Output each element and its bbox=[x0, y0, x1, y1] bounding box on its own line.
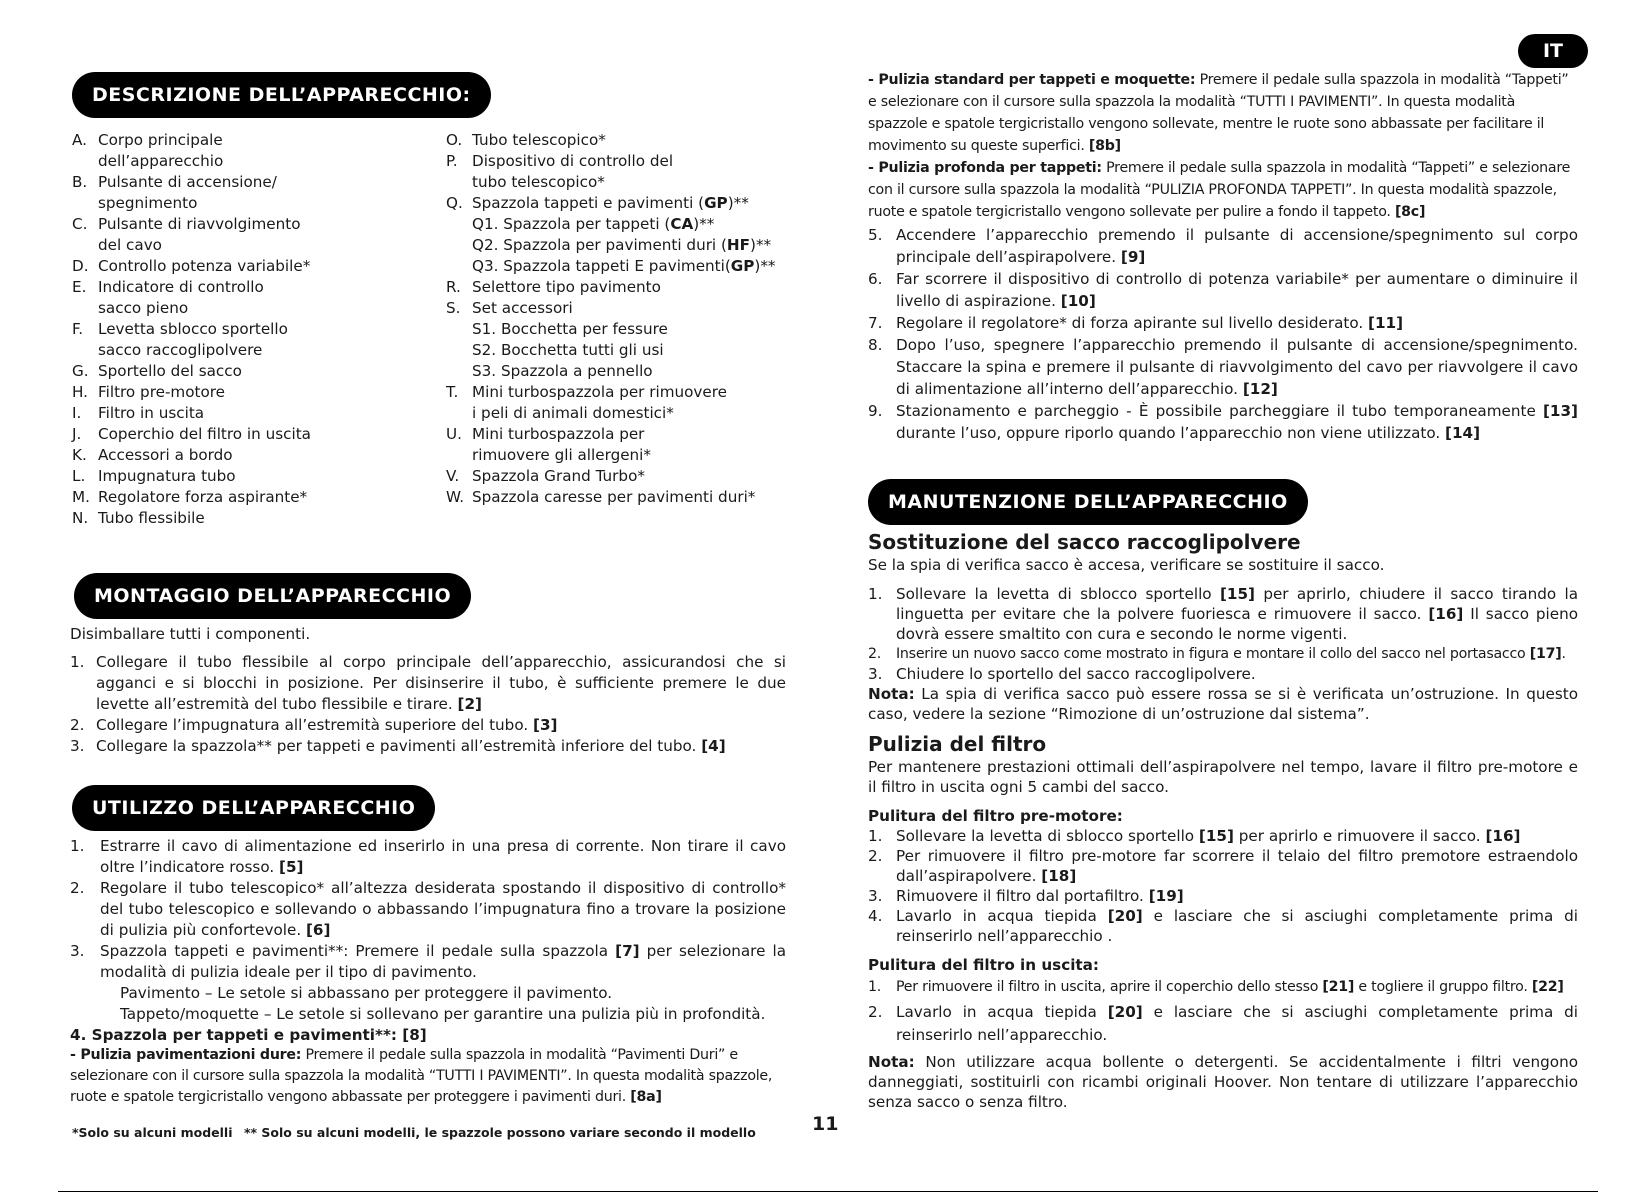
section-header-description: DESCRIZIONE DELL’APPARECCHIO: bbox=[72, 72, 491, 118]
assembly-list bbox=[70, 652, 786, 757]
item-key: O. bbox=[446, 131, 463, 149]
description-item bbox=[72, 445, 432, 466]
item-text bbox=[472, 340, 806, 361]
description-item bbox=[446, 382, 806, 403]
item-label: rimuovere gli allergeni* bbox=[472, 446, 651, 464]
step-text bbox=[96, 736, 786, 757]
step-body: Accendere l’apparecchio premendo il pulsante di accensione/spegnimento sul corpo principale dell’aspirapolvere. bbox=[896, 226, 1578, 266]
filter-cleaning-heading: Pulizia del filtro bbox=[868, 732, 1047, 756]
figure-ref: [10] bbox=[1060, 292, 1096, 310]
item-text bbox=[472, 319, 806, 340]
premotor-step bbox=[868, 846, 1578, 886]
figure-ref: [18] bbox=[1041, 867, 1077, 885]
item-label: Coperchio del filtro in uscita bbox=[98, 425, 311, 443]
usage-step-3: 3. Spazzola tappeti e pavimenti**: Premere il pedale sulla spazzola [7] per selezionare la modalità di pulizia ideale per il tipo di pavimento. bbox=[70, 942, 787, 981]
step-body: Per rimuovere il filtro pre-motore far scorrere il telaio del filtro premotore estraendolo dall’aspirapolvere. bbox=[896, 847, 1578, 885]
usage-hard-floor: - Pulizia pavimentazioni dure: Premere il pedale sulla spazzola in modalità “Pavimenti Duri” e selezionare con il cursore sulla spazzola la modalità “TUTTI I PAVIMENTI”. In questa modalità spazzole, ruote e spatole tergicristallo vengono abbassate per proteggere i pavimenti duri. [8a] bbox=[70, 1047, 773, 1105]
deep-carpet-cleaning: - Pulizia profonda per tappeti: Premere il pedale sulla spazzola in modalità “Tappeti” e selezionare con il cursore sulla spazzola la modalità “PULIZIA PROFONDA TAPPETI”. In questa modalità spazzole, ruote e spatole tergicristallo vengono sollevate per pulire a fondo il tappeto. [8c] bbox=[868, 160, 1571, 220]
item-label: Filtro pre-motore bbox=[98, 383, 226, 401]
item-text bbox=[472, 193, 806, 214]
step-body: Dopo l’uso, spegnere l’apparecchio premendo il pulsante di accensione/spegnimento. Staccare la spina e premere il pulsante di riavvolgimento del cavo per riavvolgere il cavo di alimentazione all’interno dell’apparecchio. bbox=[896, 336, 1578, 398]
description-item bbox=[446, 340, 806, 361]
description-item bbox=[446, 256, 806, 277]
item-label: Dispositivo di controllo del bbox=[472, 152, 674, 170]
step-number: 8. bbox=[868, 336, 883, 354]
step-text bbox=[896, 312, 1578, 334]
description-item bbox=[446, 424, 806, 445]
description-item bbox=[72, 340, 432, 361]
figure-ref: [2] bbox=[457, 695, 482, 713]
section-header-assembly: MONTAGGIO DELL’APPARECCHIO bbox=[74, 573, 471, 619]
premotor-filter-heading: Pulitura del filtro pre-motore: bbox=[868, 807, 1123, 825]
assembly-step bbox=[70, 715, 786, 736]
description-item bbox=[72, 235, 432, 256]
item-label: Corpo principale bbox=[98, 131, 223, 149]
premotor-step bbox=[868, 886, 1578, 906]
step-body: Sollevare la levetta di sblocco sportello bbox=[896, 827, 1195, 845]
usage-section bbox=[70, 836, 786, 1108]
step-number: 1. bbox=[70, 653, 85, 671]
item-key: T. bbox=[446, 383, 459, 401]
item-text bbox=[98, 340, 432, 361]
item-text bbox=[472, 361, 806, 382]
step-text bbox=[896, 826, 1578, 846]
step-text bbox=[96, 715, 786, 736]
step-number: 6. bbox=[868, 270, 883, 288]
item-text bbox=[472, 445, 806, 466]
description-item bbox=[72, 403, 432, 424]
step-number: 2. bbox=[868, 847, 883, 865]
description-list-col2 bbox=[446, 130, 806, 508]
assembly-step bbox=[70, 736, 786, 757]
item-text bbox=[98, 319, 432, 340]
item-label: tubo telescopico* bbox=[472, 173, 605, 191]
item-text bbox=[98, 424, 432, 445]
carpet-cleaning-section bbox=[868, 69, 1578, 223]
description-item bbox=[72, 130, 432, 151]
item-label: Tubo telescopico* bbox=[472, 131, 606, 149]
item-text bbox=[472, 172, 806, 193]
item-text bbox=[98, 193, 432, 214]
item-key: H. bbox=[72, 383, 88, 401]
item-label: Q3. Spazzola tappeti E pavimenti( bbox=[472, 257, 731, 275]
usage-step-9: 9. Stazionamento e parcheggio - È possibile parcheggiare il tubo temporaneamente [13] durante l’uso, oppure riporlo quando l’apparecchio non viene utilizzato. [14] bbox=[868, 402, 1579, 442]
item-text bbox=[98, 403, 432, 424]
usage-carpet-mode: Tappeto/moquette – Le setole si sollevano per garantire una pulizia più in profondità. bbox=[120, 1005, 766, 1023]
step-number: 7. bbox=[868, 314, 883, 332]
item-label: Spazzola caresse per pavimenti duri* bbox=[472, 488, 756, 506]
step-text bbox=[896, 846, 1578, 886]
item-text bbox=[472, 424, 806, 445]
item-text bbox=[472, 466, 806, 487]
description-item bbox=[72, 193, 432, 214]
item-label: Q2. Spazzola per pavimenti duri ( bbox=[472, 236, 727, 254]
figure-ref: [11] bbox=[1368, 314, 1404, 332]
item-key bbox=[72, 298, 98, 319]
item-text bbox=[98, 487, 432, 508]
item-key bbox=[446, 361, 472, 382]
item-suffix: )** bbox=[750, 236, 772, 254]
item-text bbox=[472, 151, 806, 172]
item-text bbox=[98, 235, 432, 256]
item-label: Pulsante di accensione/ bbox=[98, 173, 277, 191]
description-item bbox=[72, 424, 432, 445]
item-key: N. bbox=[72, 509, 89, 527]
item-label: S1. Bocchetta per fessure bbox=[472, 320, 668, 338]
item-key bbox=[446, 403, 472, 424]
bag-step-2: 2. Inserire un nuovo sacco come mostrato in figura e montare il collo del sacco nel portasacco [17]. bbox=[868, 646, 1566, 662]
step-body: Collegare la spazzola** per tappeti e pavimenti all’estremità inferiore del tubo. bbox=[96, 737, 697, 755]
item-label: Pulsante di riavvolgimento bbox=[98, 215, 301, 233]
item-text bbox=[98, 256, 432, 277]
final-note: Nota: Non utilizzare acqua bollente o detergenti. Se accidentalmente i filtri vengono danneggiati, sostituirli con ricambi originali Hoover. Non tentare di utilizzare l’apparecchio senza sacco o senza filtro. bbox=[868, 1053, 1579, 1111]
step-body-cont: per aprirlo e rimuovere il sacco. bbox=[1238, 827, 1481, 845]
description-item bbox=[72, 508, 432, 529]
item-text bbox=[98, 298, 432, 319]
item-text bbox=[472, 382, 806, 403]
exhaust-step-1: 1. Per rimuovere il filtro in uscita, aprire il coperchio dello stesso [21] e togliere il gruppo filtro. [22] bbox=[868, 979, 1564, 995]
item-text bbox=[472, 298, 806, 319]
item-key bbox=[446, 256, 472, 277]
exhaust-step-2: 2. Lavarlo in acqua tiepida [20] e lasciare che si asciughi completamente prima di reinserirlo nell’apparecchio. bbox=[868, 1003, 1579, 1044]
item-key bbox=[72, 193, 98, 214]
item-label: Q1. Spazzola per tappeti ( bbox=[472, 215, 671, 233]
item-key: G. bbox=[72, 362, 89, 380]
step-text bbox=[96, 652, 786, 715]
item-label: spegnimento bbox=[98, 194, 198, 212]
item-key bbox=[446, 235, 472, 256]
description-item bbox=[446, 151, 806, 172]
description-list-col1 bbox=[72, 130, 432, 529]
description-item bbox=[72, 466, 432, 487]
description-item bbox=[72, 172, 432, 193]
page-number: 11 bbox=[812, 1113, 839, 1135]
description-item bbox=[446, 130, 806, 151]
description-item bbox=[446, 487, 806, 508]
item-key: M. bbox=[72, 488, 90, 506]
item-key: D. bbox=[72, 257, 89, 275]
item-label: Spazzola tappeti e pavimenti ( bbox=[472, 194, 705, 212]
item-label: Indicatore di controllo bbox=[98, 278, 264, 296]
item-label: i peli di animali domestici* bbox=[472, 404, 674, 422]
item-label: S3. Spazzola a pennello bbox=[472, 362, 653, 380]
description-item bbox=[72, 151, 432, 172]
item-label: S2. Bocchetta tutti gli usi bbox=[472, 341, 664, 359]
step-body: Collegare l’impugnatura all’estremità superiore del tubo. bbox=[96, 716, 529, 734]
description-item bbox=[446, 319, 806, 340]
filter-cleaning-intro: Per mantenere prestazioni ottimali dell’aspirapolvere nel tempo, lavare il filtro pre-motore e il filtro in uscita ogni 5 cambi del sacco. bbox=[868, 758, 1578, 796]
description-item bbox=[72, 361, 432, 382]
item-text bbox=[98, 277, 432, 298]
step-number: 3. bbox=[70, 737, 85, 755]
section-header-maintenance: MANUTENZIONE DELL’APPARECCHIO bbox=[868, 479, 1308, 525]
item-key: V. bbox=[446, 467, 460, 485]
description-item bbox=[446, 361, 806, 382]
item-key bbox=[446, 340, 472, 361]
step-body: Collegare il tubo flessibile al corpo principale dell’apparecchio, assicurandosi che si agganci e si blocchi in posizione. Per disinserire il tubo, è sufficiente premere le due levette all’estremità del tubo flessibile e tirare. bbox=[96, 653, 786, 713]
figure-ref: [19] bbox=[1148, 887, 1184, 905]
usage-step bbox=[868, 312, 1578, 334]
item-label: Impugnatura tubo bbox=[98, 467, 236, 485]
bag-step-3: 3. Chiudere lo sportello del sacco raccoglipolvere. bbox=[868, 665, 1256, 683]
item-key bbox=[72, 151, 98, 172]
step-text bbox=[896, 886, 1578, 906]
item-key: R. bbox=[446, 278, 461, 296]
usage-step-4: 4. Spazzola per tappeti e pavimenti**: [8] bbox=[70, 1026, 427, 1044]
assembly-step bbox=[70, 652, 786, 715]
description-item bbox=[446, 193, 806, 214]
item-label: Filtro in uscita bbox=[98, 404, 205, 422]
item-key: A. bbox=[72, 131, 87, 149]
item-text bbox=[472, 277, 806, 298]
usage-step bbox=[868, 334, 1578, 400]
usage-steps-continued bbox=[868, 224, 1578, 444]
item-label: Levetta sblocco sportello bbox=[98, 320, 288, 338]
item-label: Sportello del sacco bbox=[98, 362, 242, 380]
item-key: I. bbox=[72, 404, 82, 422]
item-label: Tubo flessibile bbox=[98, 509, 205, 527]
item-key: B. bbox=[72, 173, 88, 191]
item-key bbox=[446, 319, 472, 340]
figure-ref: [9] bbox=[1120, 248, 1146, 266]
usage-steps-list bbox=[868, 224, 1578, 400]
footnote-models: *Solo su alcuni modelli bbox=[72, 1125, 233, 1140]
item-label: Selettore tipo pavimento bbox=[472, 278, 661, 296]
description-item bbox=[72, 277, 432, 298]
item-key: E. bbox=[72, 278, 87, 296]
description-item bbox=[446, 445, 806, 466]
maintenance-section bbox=[868, 529, 1578, 1112]
item-label: Mini turbospazzola per bbox=[472, 425, 645, 443]
item-key: K. bbox=[72, 446, 87, 464]
item-label: Accessori a bordo bbox=[98, 446, 233, 464]
assembly-section bbox=[70, 624, 786, 757]
step-body: Far scorrere il dispositivo di controllo di potenza variabile* per aumentare o diminuire il livello di aspirazione. bbox=[896, 270, 1578, 310]
section-header-usage: UTILIZZO DELL’APPARECCHIO bbox=[72, 785, 435, 831]
figure-ref: [12] bbox=[1242, 380, 1278, 398]
bag-note: Nota: La spia di verifica sacco può essere rossa se si è verificata un’ostruzione. In questo caso, vedere la sezione “Rimozione di un’ostruzione dal sistema”. bbox=[868, 685, 1578, 723]
premotor-filter-list bbox=[868, 826, 1578, 906]
step-text bbox=[896, 334, 1578, 400]
step-text bbox=[896, 268, 1578, 312]
step-number: 5. bbox=[868, 226, 883, 244]
step-text bbox=[896, 224, 1578, 268]
item-text bbox=[472, 235, 806, 256]
item-suffix: )** bbox=[754, 257, 776, 275]
item-key: Q. bbox=[446, 194, 463, 212]
description-item bbox=[446, 466, 806, 487]
item-text bbox=[472, 256, 806, 277]
item-code: GP bbox=[704, 194, 728, 212]
item-text bbox=[98, 151, 432, 172]
description-item bbox=[446, 298, 806, 319]
item-label: Set accessori bbox=[472, 299, 573, 317]
item-label: del cavo bbox=[98, 236, 162, 254]
description-item bbox=[72, 382, 432, 403]
usage-floor-mode: Pavimento – Le setole si abbassano per proteggere il pavimento. bbox=[120, 984, 613, 1002]
item-key: J. bbox=[72, 425, 82, 443]
step-body: Regolare il regolatore* di forza apirante sul livello desiderato. bbox=[896, 314, 1364, 332]
description-item bbox=[72, 298, 432, 319]
bag-step-1: 1. Sollevare la levetta di sblocco sportello [15] per aprirlo, chiudere il sacco tirando la linguetta per evitare che la polvere fuoriesca e rimuovere il sacco. [16] Il sacco pieno dovrà essere smaltito con cura e secondo le norme vigenti. bbox=[868, 585, 1579, 643]
description-item bbox=[72, 256, 432, 277]
description-item bbox=[72, 319, 432, 340]
usage-step bbox=[868, 224, 1578, 268]
description-item bbox=[446, 214, 806, 235]
item-key bbox=[446, 445, 472, 466]
exhaust-filter-heading: Pulitura del filtro in uscita: bbox=[868, 956, 1100, 974]
step-number: 3. bbox=[868, 887, 883, 905]
description-item bbox=[446, 172, 806, 193]
step-body: Rimuovere il filtro dal portafiltro. bbox=[896, 887, 1144, 905]
item-code: CA bbox=[670, 215, 694, 233]
standard-carpet-cleaning: - Pulizia standard per tappeti e moquette: Premere il pedale sulla spazzola in modalità “Tappeti” e selezionare con il cursore sulla spazzola la modalità “TUTTI I PAVIMENTI”. In questa modalità spazzole e spatole tergicristallo vengono sollevate, mentre le ruote sono abbassate per facilitare il movimento su queste superfici. [8b] bbox=[868, 72, 1569, 154]
item-text bbox=[98, 214, 432, 235]
item-key: C. bbox=[72, 215, 88, 233]
item-label: Spazzola Grand Turbo* bbox=[472, 467, 645, 485]
item-key: L. bbox=[72, 467, 86, 485]
item-text bbox=[98, 445, 432, 466]
item-suffix: )** bbox=[727, 194, 749, 212]
item-label: Controllo potenza variabile* bbox=[98, 257, 311, 275]
item-label: sacco pieno bbox=[98, 299, 189, 317]
item-text bbox=[98, 130, 432, 151]
item-text bbox=[472, 403, 806, 424]
usage-step bbox=[868, 268, 1578, 312]
item-text bbox=[472, 214, 806, 235]
item-key bbox=[72, 340, 98, 361]
premotor-step-4: 4. Lavarlo in acqua tiepida [20] e lasciare che si asciughi completamente prima di reinserirlo nell’apparecchio . bbox=[868, 907, 1579, 945]
usage-step-1: 1. Estrarre il cavo di alimentazione ed inserirlo in una presa di corrente. Non tirare il cavo oltre l’indicatore rosso. [5] bbox=[70, 837, 786, 876]
item-text bbox=[98, 508, 432, 529]
figure-ref: [4] bbox=[701, 737, 726, 755]
item-text bbox=[472, 487, 806, 508]
item-text bbox=[472, 130, 806, 151]
description-item bbox=[446, 403, 806, 424]
item-key bbox=[72, 235, 98, 256]
item-key: F. bbox=[72, 320, 84, 338]
item-key: U. bbox=[446, 425, 462, 443]
item-key: P. bbox=[446, 152, 458, 170]
description-item bbox=[446, 277, 806, 298]
step-number: 2. bbox=[70, 716, 85, 734]
item-label: dell’apparecchio bbox=[98, 152, 224, 170]
item-key: S. bbox=[446, 299, 461, 317]
footnote-brushes: ** Solo su alcuni modelli, le spazzole possono variare secondo il modello bbox=[244, 1125, 756, 1140]
premotor-step bbox=[868, 826, 1578, 846]
figure-ref: [3] bbox=[533, 716, 558, 734]
item-code: HF bbox=[726, 236, 751, 254]
description-item bbox=[446, 235, 806, 256]
item-label: sacco raccoglipolvere bbox=[98, 341, 263, 359]
item-suffix: )** bbox=[693, 215, 715, 233]
assembly-intro: Disimballare tutti i componenti. bbox=[70, 625, 311, 643]
item-text bbox=[98, 466, 432, 487]
description-item bbox=[72, 214, 432, 235]
language-badge: IT bbox=[1518, 34, 1588, 68]
item-label: Regolatore forza aspirante* bbox=[98, 488, 308, 506]
item-key bbox=[446, 172, 472, 193]
item-label: Mini turbospazzola per rimuovere bbox=[472, 383, 728, 401]
figure-ref: [16] bbox=[1485, 827, 1521, 845]
item-text bbox=[98, 361, 432, 382]
step-number: 1. bbox=[868, 827, 883, 845]
item-text bbox=[98, 382, 432, 403]
item-key: W. bbox=[446, 488, 465, 506]
usage-step-2: 2. Regolare il tubo telescopico* all’altezza desiderata spostando il dispositivo di controllo* del tubo telescopico e sollevando o abbassando l’impugnatura fino a trovare la posizione di pulizia più confortevole. [6] bbox=[70, 879, 786, 939]
bag-replacement-intro: Se la spia di verifica sacco è accesa, verificare se sostituire il sacco. bbox=[868, 556, 1385, 574]
figure-ref: [15] bbox=[1198, 827, 1234, 845]
bag-replacement-heading: Sostituzione del sacco raccoglipolvere bbox=[868, 530, 1301, 554]
item-key bbox=[446, 214, 472, 235]
description-item bbox=[72, 487, 432, 508]
item-code: GP bbox=[730, 257, 755, 275]
item-text bbox=[98, 172, 432, 193]
